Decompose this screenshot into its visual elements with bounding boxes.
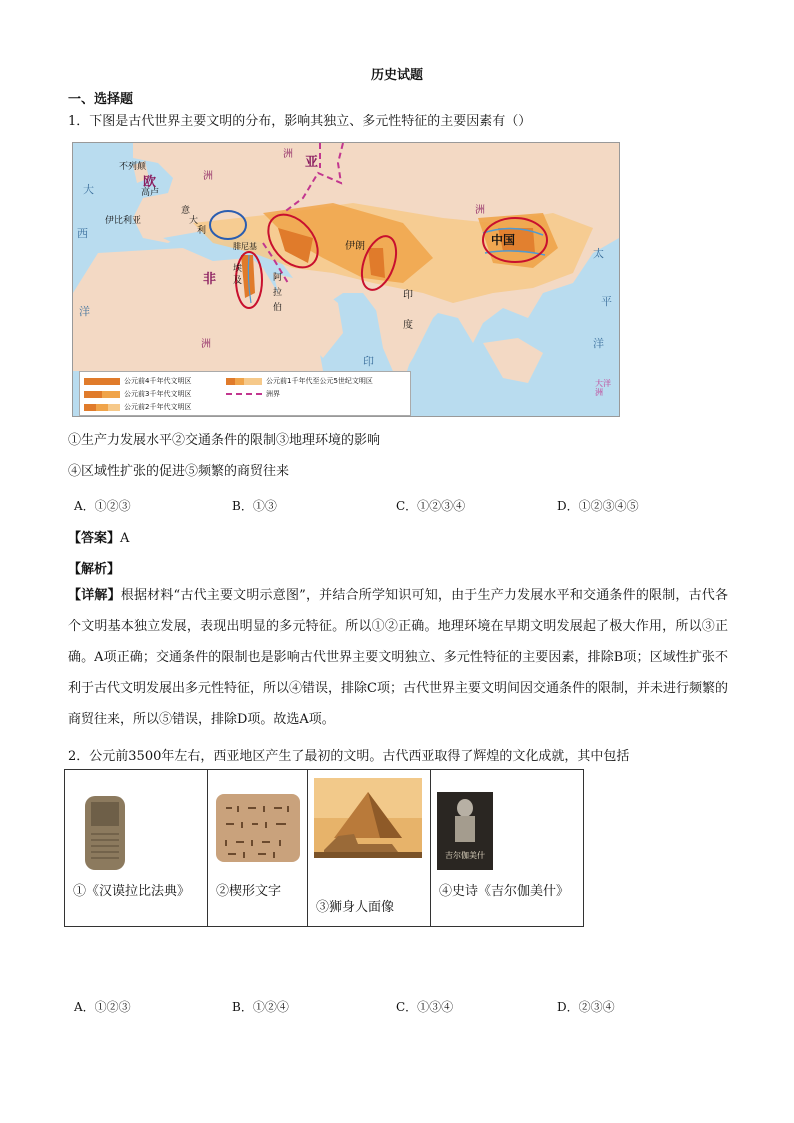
book-cover-icon — [437, 792, 493, 870]
q1-option-c[interactable]: C．①②③④ — [396, 499, 466, 513]
q1-factors-line2: ④区域性扩张的促进⑤频繁的商贸往来 — [68, 464, 290, 479]
label-zhongguo: 中国 — [491, 233, 516, 247]
statue-icon — [449, 798, 481, 844]
legend-row-1 — [84, 376, 191, 386]
stele-icon — [75, 792, 135, 872]
q2-caption-1: ①《汉谟拉比法典》 — [73, 884, 191, 899]
label-africa: 非 — [203, 272, 217, 287]
label-europe: 欧 — [143, 175, 157, 190]
q1-option-a[interactable]: A．①②③ — [74, 499, 131, 513]
legend-row-5 — [226, 389, 280, 399]
label-europe2: 洲 — [203, 171, 213, 182]
label-yi: 意 — [181, 206, 191, 216]
legend-swatch-2 — [84, 391, 120, 398]
q1-analysis-tag: 【解析】 — [68, 562, 121, 577]
label-pacific-1: 太 — [593, 247, 604, 260]
q1-stem: 1．下图是古代世界主要文明的分布，影响其独立、多元性特征的主要因素有（） — [68, 114, 532, 129]
map-legend — [79, 371, 411, 416]
legend-row-4 — [226, 376, 373, 386]
label-li: 利 — [197, 226, 207, 236]
land-seasia — [483, 338, 543, 383]
q2-option-a[interactable]: A．①②③ — [74, 1000, 131, 1014]
label-pacific-2: 平 — [601, 295, 612, 308]
q1-factors-line1: ①生产力发展水平②交通条件的限制③地理环境的影响 — [68, 433, 381, 448]
legend-swatch-1 — [84, 378, 120, 385]
legend-row-3 — [84, 402, 191, 412]
label-atlantic-2: 西 — [77, 227, 88, 240]
label-pacific-3: 洋 — [593, 337, 604, 350]
q2-option-d[interactable]: D．②③④ — [557, 1000, 615, 1014]
q2-option-b[interactable]: B．①②④ — [232, 1000, 289, 1014]
section-heading: 一、选择题 — [68, 92, 134, 107]
answer-value: A — [120, 531, 130, 546]
label-europe-asia: 洲 — [283, 149, 293, 160]
q1-option-b[interactable]: B．①③ — [232, 499, 277, 513]
legend-swatch-3 — [84, 404, 120, 411]
label-feinike: 腓尼基 — [233, 242, 257, 251]
sphinx-pyramid-icon — [314, 778, 422, 858]
label-da: 大 — [189, 216, 199, 226]
legend-label-5: 洲界 — [266, 390, 280, 398]
label-atlantic-3: 洋 — [79, 305, 90, 318]
q2-item-2 — [208, 770, 308, 927]
legend-label-1: 公元前4千年代文明区 — [124, 377, 192, 385]
label-yilang: 伊朗 — [345, 241, 365, 252]
q1-answer — [68, 527, 129, 546]
q2-caption-2: ②楔形文字 — [216, 884, 282, 899]
page-title: 历史试题 — [370, 68, 423, 83]
q2-item-3 — [308, 770, 431, 927]
answer-tag: 【答案】 — [68, 531, 121, 546]
legend-row-2 — [84, 389, 191, 399]
book-title: 吉尔伽美什 — [445, 851, 485, 860]
legend-label-3: 公元前2千年代文明区 — [124, 403, 192, 411]
q1-detail — [68, 580, 728, 735]
clay-tablet-icon — [214, 792, 302, 864]
q2-stem: 2．公元前3500年左右，西亚地区产生了最初的文明。古代西亚取得了辉煌的文化成就，其中包括 — [68, 749, 630, 764]
legend-label-2: 公元前3千年代文明区 — [124, 390, 192, 398]
q2-image-table — [64, 769, 584, 927]
label-aiji: 埃及 — [233, 264, 243, 286]
label-atlantic-1: 大 — [83, 183, 94, 196]
label-africa2: 洲 — [201, 339, 211, 350]
label-yindu: 印度 — [403, 290, 413, 331]
label-gaolu: 高卢 — [141, 188, 160, 198]
label-asia2: 洲 — [475, 205, 485, 216]
label-oceania: 大洋洲 — [595, 379, 611, 397]
detail-text: 根据材料“古代主要文明示意图”，并结合所学知识可知，由于生产力发展水平和交通条件的限制，古代各个文明基本独立发展，表现出明显的多元特征。所以①②正确。地理环境在早期文明发展起了极大作用，所以③正确。A项正确；交通条件的限制也是影响古代世界主要文明独立、多元性特征的主要因素，排除B项；区域性扩张不利于古代文明发展出多元性特征，所以④错误，排除C项；古代世界主要文明间因交通条件的限制，并未进行频繁的商贸往来，所以⑤错误，排除D项。故选A项。 — [68, 588, 728, 727]
label-buliedian: 不列颠 — [119, 162, 147, 172]
q2-item-1 — [65, 770, 208, 927]
q2-option-c[interactable]: C．①③④ — [396, 1000, 454, 1014]
q2-item-4 — [431, 770, 584, 927]
legend-swatch-4 — [226, 378, 262, 385]
detail-tag: 【详解】 — [68, 588, 121, 603]
label-alabo: 阿拉伯 — [273, 273, 283, 313]
q1-option-d[interactable]: D．①②③④⑤ — [557, 499, 639, 513]
legend-label-4: 公元前1千年代至公元5世纪文明区 — [266, 377, 373, 385]
q2-caption-4: ④史诗《吉尔伽美什》 — [439, 884, 570, 899]
legend-swatch-5 — [226, 393, 262, 395]
label-india-ocean: 印 — [363, 355, 374, 368]
label-yibiliya: 伊比利亚 — [105, 216, 142, 226]
label-asia: 亚 — [305, 155, 319, 170]
civilization-map — [72, 142, 620, 417]
q2-caption-3: ③狮身人面像 — [316, 900, 395, 915]
